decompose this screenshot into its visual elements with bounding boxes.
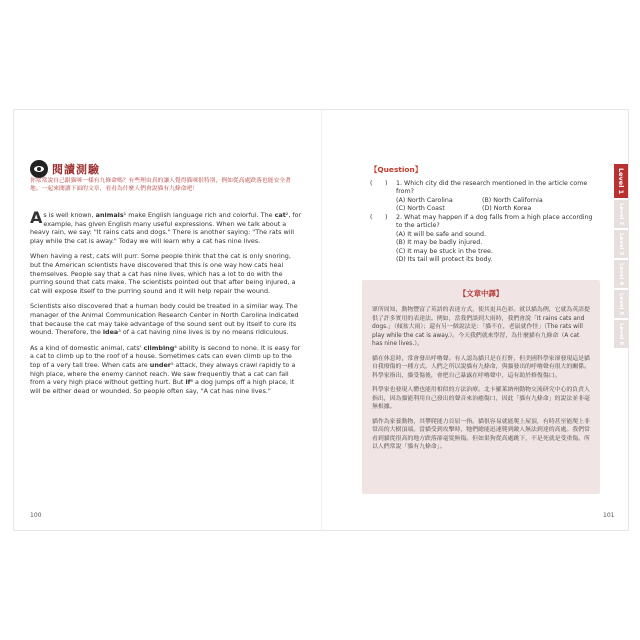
article-body xyxy=(30,208,302,402)
vocab-word: under xyxy=(149,360,171,369)
vocab-word: idea xyxy=(102,328,119,337)
translation-paragraph: 貓作為家養動物，其攀爬能力首屈一指。貓很容易就能爬上屋頂，有時甚至能爬上非常高的大樹頂端。當貓受到攻擊時，牠們總能迅速爬到敵人無法到達的高處。我們常看到貓從很高的地方跌落卻毫髮無傷。但如果狗從高處跳下，不是死就是受重傷。所以人們常說「貓有九條命」。 xyxy=(372,418,590,450)
article-text: ⁶ a dog jumps off a high place, it will be either dead or wounded. So people often say, "A cat has nine lives." xyxy=(30,378,295,395)
article-paragraph xyxy=(30,252,302,295)
section-title: 閱讀測驗 xyxy=(52,163,100,176)
tab-level-6[interactable] xyxy=(614,320,628,348)
question-1 xyxy=(370,180,600,214)
article-text: As a kind of domestic animal, cats' xyxy=(30,343,144,352)
question-text: 2. What may happen if a dog falls from a high place according to the article? xyxy=(396,214,593,230)
article-paragraph xyxy=(30,344,302,396)
vocab-word: cat xyxy=(274,211,286,219)
article-text: Scientists also discovered that a human body could be treated in a similar way. The manager of the Animal Communication Research Center in North Carolina indicated that because the cat may take advantage of the sound sent out by itself to cure its wound. Therefore, the xyxy=(30,302,299,337)
question-2 xyxy=(370,214,600,264)
vocab-word: climbing xyxy=(143,343,175,352)
option: (D) Its tail will protect its body. xyxy=(396,256,493,264)
translation-box xyxy=(362,280,600,494)
tab-level-2[interactable] xyxy=(614,200,628,228)
article-paragraph xyxy=(30,302,302,336)
option: (B) It may be badly injured. xyxy=(396,239,483,247)
option: (A) It will be safe and sound. xyxy=(396,230,487,238)
answer-blank: ( ) xyxy=(370,180,388,187)
tab-label: Level 5 xyxy=(618,292,624,316)
option: (C) It may be stuck in the tree. xyxy=(396,247,493,255)
book-gutter xyxy=(321,110,322,530)
drop-cap: A xyxy=(30,208,43,227)
tab-level-3[interactable] xyxy=(614,230,628,258)
tab-label: Level 2 xyxy=(618,202,624,226)
option: (A) North Carolina xyxy=(396,196,453,204)
translation-paragraph: 眾所周知，動物豐富了英語的表達方式，使其更具色彩。就以貓為例，它就為英語提供了許多實用的表達法。例如，當我們談到大雨時，我們會說「It rains cats and dogs.」（傾盆大雨）；還有另一個說法是：「貓不在，老鼠就作怪」（The rats will play while the cat is away.）。今天我們就來學習，為什麼貓有九條命（A cat has nine lives.）。 xyxy=(372,307,590,347)
question-text: 1. Which city did the research mentioned in the article come from? xyxy=(396,180,588,196)
tab-label: Level 3 xyxy=(618,232,624,256)
reading-section-header xyxy=(30,160,100,178)
option: (B) North California xyxy=(482,196,543,204)
section-intro: 你常常說自己跟猫咪一樣有九條命嗎？有些理由真的讓人覺得猫咪很特別，例如從高處跌落也能安全著地。一起來閱讀下面的文章，看看為什麼人們會說猫有九條命吧！ xyxy=(30,178,291,193)
article-text: When having a rest, cats will purr. Some people think that the cat is only snoring, but the American scientists have discovered that this is one way how cats heal themselves. People say that a cat has nine lives, which has a lot to do with the purring sound that cats make. The scientists pointed out that after being injured, a cat will expose itself to the purring sound and it will help repair the wound. xyxy=(30,252,296,295)
tab-label: Level 6 xyxy=(618,322,624,346)
translation-paragraph: 貓在休息時，常會發出呼嚕聲。有人認為貓只是在打鼾，但美國科學家卻發現這是貓自我療傷的一種方式。人們之所以說貓有九條命，與貓發出的呼嚕聲有很大的關係。科學家指出，貓受傷後，會把自己暴露在呼嚕聲中，這有助於修復傷口。 xyxy=(372,355,590,379)
translation-text xyxy=(372,306,590,452)
article-text: ¹ make English language rich and colorful. The xyxy=(123,211,275,219)
level-tabs xyxy=(614,164,628,350)
translation-title: 【文章中譯】 xyxy=(458,289,504,298)
article-text: s is well known, xyxy=(43,211,96,219)
page-number-right: 101 xyxy=(603,512,615,519)
tab-label: Level 4 xyxy=(618,262,624,286)
translation-paragraph: 科學家也發現人體也能用相似的方法治療。北卡羅萊納州動物交流研究中心的負責人指出，因為貓能利用自己發出的聲音來治癒傷口，因此「貓有九條命」的說法並非毫無根據。 xyxy=(372,387,590,410)
article-text: ², for example, has given English many useful expressions. When we talk about a heavy rain, we say: "It rains cats and dogs." There is another saying: "The rats will play while the cat is away." Today we will learn why a cat has nine lives. xyxy=(30,211,302,245)
eye-icon xyxy=(30,160,48,178)
tab-label: Level 1 xyxy=(617,167,625,195)
article-text: ³ of a cat having nine lives is by no means ridiculous. xyxy=(118,328,289,337)
article-text: ⁴ ability is second to none. It is easy for a cat to climb up to the roof of a house. Sometimes cats can even climb up to the top of a very tall tree. When cats are xyxy=(30,343,301,369)
page-number-left: 100 xyxy=(30,512,42,519)
tab-level-4[interactable] xyxy=(614,260,628,288)
tab-level-1[interactable] xyxy=(614,164,628,198)
article-paragraph xyxy=(30,208,302,245)
vocab-word: if xyxy=(185,378,191,387)
vocab-word: animals xyxy=(95,211,124,219)
question-heading: 【Question】 xyxy=(370,165,423,174)
article-text: ⁵ attack, they always crawl rapidly to a high place, where the enemy cannot reach. We saw frequently that a cat can fall from a very high place without getting hurt. But xyxy=(30,360,296,387)
option: (D) North Korea xyxy=(482,205,532,213)
answer-blank: ( ) xyxy=(370,214,388,221)
option: (C) North Coast xyxy=(396,205,445,213)
tab-level-5[interactable] xyxy=(614,290,628,318)
